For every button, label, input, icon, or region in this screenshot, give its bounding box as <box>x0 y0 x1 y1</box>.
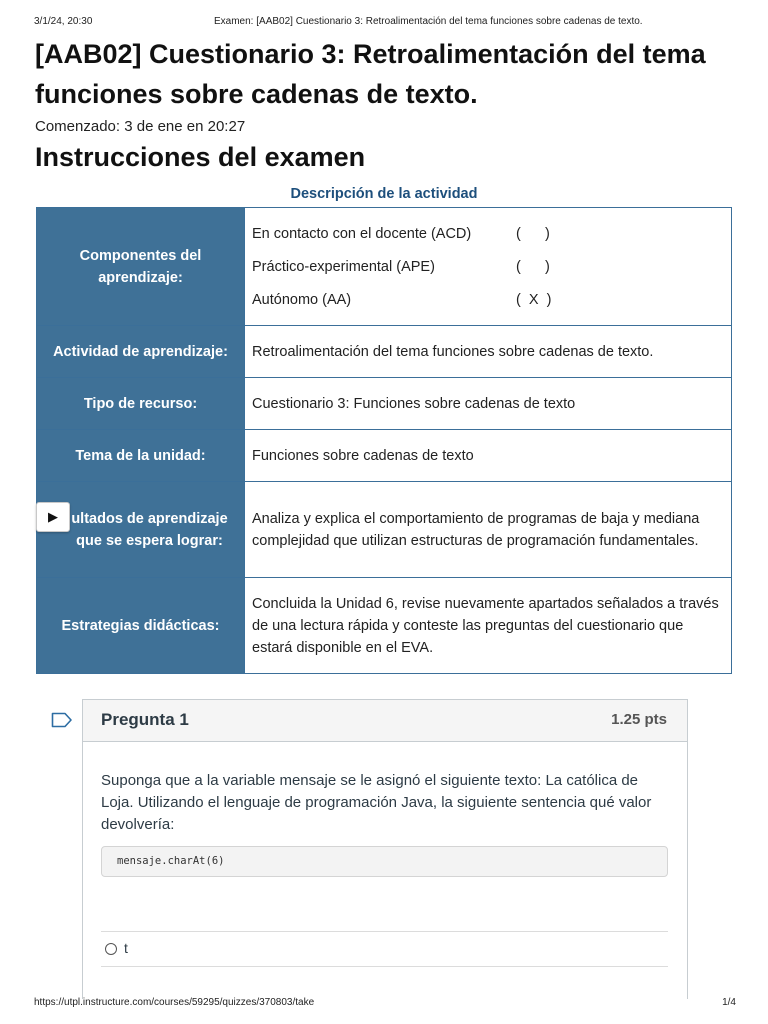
component-item <box>252 217 723 250</box>
row-label: Tema de la unidad: <box>37 430 245 482</box>
component-mark: ( ) <box>516 258 550 275</box>
row-value: Cuestionario 3: Funciones sobre cadenas de texto <box>245 378 732 430</box>
row-value: Concluida la Unidad 6, revise nuevamente apartados señalados a través de una lectura rápida y conteste las preguntas del cuestionario que estará disponible en el EVA. <box>245 578 732 674</box>
print-header <box>34 16 738 30</box>
components-label: Componentes del aprendizaje: <box>37 208 245 326</box>
component-mark: ( X ) <box>516 291 552 308</box>
components-value <box>245 208 732 326</box>
component-name: En contacto con el docente (ACD) <box>252 225 472 242</box>
table-row <box>37 208 732 326</box>
row-label: Estrategias didácticas: <box>37 578 245 674</box>
question-header <box>83 700 687 742</box>
table-row <box>37 430 732 482</box>
component-item <box>252 250 723 283</box>
started-timestamp: Comenzado: 3 de ene en 20:27 <box>35 118 246 135</box>
table-row <box>37 326 732 378</box>
component-mark: ( ) <box>516 225 550 242</box>
row-label: Actividad de aprendizaje: <box>37 326 245 378</box>
print-page-number: 1/4 <box>722 997 736 1008</box>
print-datetime: 3/1/24, 20:30 <box>34 16 93 27</box>
play-button[interactable] <box>36 502 70 532</box>
page-title: [AAB02] Cuestionario 3: Retroalimentación del tema funciones sobre cadenas de texto. <box>35 39 706 109</box>
table-row <box>37 482 732 578</box>
component-name: Práctico-experimental (APE) <box>252 258 435 275</box>
row-value: Retroalimentación del tema funciones sobre cadenas de texto. <box>245 326 732 378</box>
question-card <box>82 699 688 999</box>
row-value: Funciones sobre cadenas de texto <box>245 430 732 482</box>
question-text: Suponga que a la variable mensaje se le asignó el siguiente texto: La católica de Loja. Utilizando el lenguaje de programación Java, la siguiente sentencia qué valor devolvería: <box>101 772 652 833</box>
table-row <box>37 578 732 674</box>
row-value: Analiza y explica el comportamiento de programas de baja y mediana complejidad que utilizan estructuras de programación fundamentales. <box>245 482 732 578</box>
answer-option[interactable] <box>105 940 128 956</box>
answer-label: t <box>124 940 128 956</box>
question-points: 1.25 pts <box>611 711 667 728</box>
divider <box>101 966 668 967</box>
activity-table-caption: Descripción de la actividad <box>290 186 478 202</box>
activity-description-table <box>36 207 732 674</box>
table-row <box>37 378 732 430</box>
radio-button[interactable] <box>105 943 117 955</box>
code-snippet: mensaje.charAt(6) <box>101 846 668 877</box>
component-item <box>252 283 723 316</box>
component-name: Autónomo (AA) <box>252 291 352 308</box>
question-title: Pregunta 1 <box>101 710 189 729</box>
flag-question-icon[interactable] <box>51 712 73 728</box>
row-label: ultados de aprendizaje que se espera lograr: <box>37 482 245 578</box>
print-document-title: Examen: [AAB02] Cuestionario 3: Retroalimentación del tema funciones sobre cadenas de texto. <box>214 16 643 27</box>
print-url: https://utpl.instructure.com/courses/59295/quizzes/370803/take <box>34 997 315 1008</box>
instructions-heading: Instrucciones del examen <box>35 142 366 172</box>
play-icon: ▶ <box>48 509 58 524</box>
divider <box>101 931 668 932</box>
row-label: Tipo de recurso: <box>37 378 245 430</box>
